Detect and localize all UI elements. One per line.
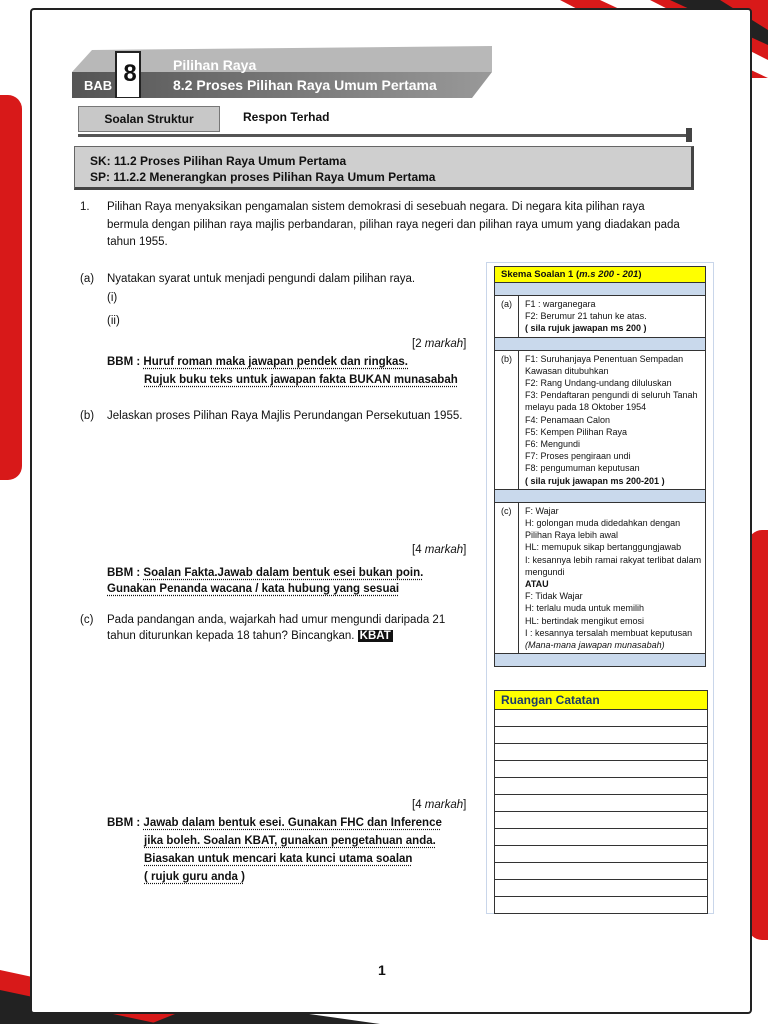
notes-line[interactable] <box>495 710 707 727</box>
part-a-bbm: BBM : Huruf roman maka jawapan pendek dan ringkas. <box>107 356 408 368</box>
sk-text: SK: 11.2 Proses Pilihan Raya Umum Pertama <box>90 154 347 168</box>
notes-line[interactable] <box>495 795 707 812</box>
schema-line: F: Wajar <box>525 505 559 516</box>
part-b-bbm-line2: Gunakan Penanda wacana / kata hubung yang sesuai <box>107 583 400 595</box>
sp-text: SP: 11.2.2 Menerangkan proses Pilihan Raya Umum Pertama <box>90 170 436 184</box>
part-a-text: Nyatakan syarat untuk menjadi pengundi dalam pilihan raya. <box>107 273 416 285</box>
schema-c-body <box>519 503 705 653</box>
part-c-text-line2: tahun diturunkan kepada 18 tahun? Bincangkan. KBAT <box>107 630 391 642</box>
schema-ref: (Mana-mana jawapan munasabah) <box>525 640 665 651</box>
tab-bar-end <box>686 128 692 142</box>
bab-number: 8 <box>123 60 137 87</box>
notes-line[interactable] <box>495 829 707 846</box>
schema-row-a <box>494 296 706 338</box>
schema-line: F8: pengumuman keputusan <box>525 463 640 474</box>
schema-ref: ( sila rujuk jawapan ms 200-201 ) <box>525 475 665 486</box>
schema-band <box>494 654 706 667</box>
part-c-bbm: BBM : Jawab dalam bentuk esei. Gunakan FHC dan Inference <box>107 817 442 829</box>
notes-line[interactable] <box>495 744 707 761</box>
schema-line: I: kesannya lebih ramai rakyat terlibat dalam mengundi <box>525 554 702 577</box>
schema-table <box>494 266 706 667</box>
schema-b-label: (b) <box>495 351 519 489</box>
part-b-label: (b) <box>80 410 95 422</box>
schema-line: F1 : warganegara <box>525 299 596 309</box>
notes-line[interactable] <box>495 863 707 880</box>
page-number: 1 <box>378 962 386 978</box>
part-a-i: (i) <box>107 292 118 304</box>
chapter-title: Pilihan Raya <box>173 57 257 73</box>
schema-line: F: Tidak Wajar <box>525 591 583 602</box>
schema-band <box>494 338 706 351</box>
bab-label: BAB <box>84 78 113 93</box>
schema-band <box>494 283 706 296</box>
part-b-bbm: BBM : Soalan Fakta.Jawab dalam bentuk esei bukan poin. <box>107 567 424 579</box>
part-b-marks: [4 markah] <box>412 544 467 556</box>
notes-line[interactable] <box>495 812 707 829</box>
part-c-label: (c) <box>80 614 94 626</box>
notes-line[interactable] <box>495 880 707 897</box>
part-a-marks: [2 markah] <box>412 338 467 350</box>
schema-ref: ( sila rujuk jawapan ms 200 ) <box>525 323 647 334</box>
schema-line: I : kesannya tersalah membuat keputusan <box>525 627 693 638</box>
left-red-accent <box>0 95 22 480</box>
schema-line: F2: Rang Undang-undang diluluskan <box>525 378 672 389</box>
schema-atau: ATAU <box>525 579 549 590</box>
schema-line: HL: bertindak mengikut emosi <box>525 615 645 626</box>
question-stem: Pilihan Raya menyaksikan pengamalan sistem demokrasi di sesebuah negara. Di negara kita pilihan raya bermula dengan pilihan raya majlis perbandaran, pilihan raya negeri dan pilihan raya umum yang diadakan pada tahun 1955. <box>107 201 680 248</box>
notes-line[interactable] <box>495 761 707 778</box>
notes-line[interactable] <box>495 778 707 795</box>
schema-line: F7: Proses pengiraan undi <box>525 451 631 462</box>
schema-line: F5: Kempen Pilihan Raya <box>525 426 628 437</box>
schema-row-b <box>494 351 706 490</box>
part-b-text: Jelaskan proses Pilihan Raya Majlis Perundangan Persekutuan 1955. <box>107 410 463 422</box>
part-c-marks: [4 markah] <box>412 799 467 811</box>
part-a-ii: (ii) <box>107 315 120 327</box>
part-c-bbm-line3: Biasakan untuk mencari kata kunci utama soalan <box>144 853 413 865</box>
part-c-text-line1: Pada pandangan anda, wajarkah had umur mengundi daripada 21 <box>107 614 446 626</box>
schema-row-c <box>494 503 706 654</box>
schema-line: F1: Suruhanjaya Penentuan Sempadan Kawasan ditubuhkan <box>525 353 684 376</box>
schema-line: H: terlalu muda untuk memilih <box>525 603 645 614</box>
schema-line: F2: Berumur 21 tahun ke atas. <box>525 311 647 322</box>
notes-line[interactable] <box>495 846 707 863</box>
part-a-label: (a) <box>80 273 95 285</box>
tab-soalan-struktur: Soalan Struktur <box>78 106 220 132</box>
schema-a-label: (a) <box>495 296 519 337</box>
schema-band <box>494 490 706 503</box>
schema-line: H: golongan muda didedahkan dengan Pilihan Raya lebih awal <box>525 518 681 541</box>
schema-b-body <box>519 351 705 489</box>
schema-title: Skema Soalan 1 (m.s 200 - 201) <box>494 266 706 283</box>
part-a-bbm-line2: Rujuk buku teks untuk jawapan fakta BUKAN munasabah <box>144 374 458 386</box>
schema-c-label: (c) <box>495 503 519 653</box>
question-number: 1. <box>80 201 90 213</box>
part-c-bbm-line4: ( rujuk guru anda ) <box>144 871 245 883</box>
section-title: 8.2 Proses Pilihan Raya Umum Pertama <box>173 77 437 93</box>
part-c-bbm-line2: jika boleh. Soalan KBAT, gunakan pengetahuan anda. <box>144 835 436 847</box>
schema-line: F4: Penamaan Calon <box>525 414 611 425</box>
notes-line[interactable] <box>495 897 707 913</box>
kbat-badge: KBAT <box>359 630 391 642</box>
schema-line: F6: Mengundi <box>525 439 581 450</box>
tab-respon-terhad: Respon Terhad <box>243 110 330 124</box>
notes-box <box>494 690 708 914</box>
schema-line: HL: memupuk sikap bertanggungjawab <box>525 542 682 553</box>
schema-line: F3: Pendaftaran pengundi di seluruh Tanah melayu pada 18 Oktober 1954 <box>525 390 698 413</box>
notes-line[interactable] <box>495 727 707 744</box>
notes-title: Ruangan Catatan <box>495 691 707 710</box>
schema-a-body <box>519 296 705 337</box>
